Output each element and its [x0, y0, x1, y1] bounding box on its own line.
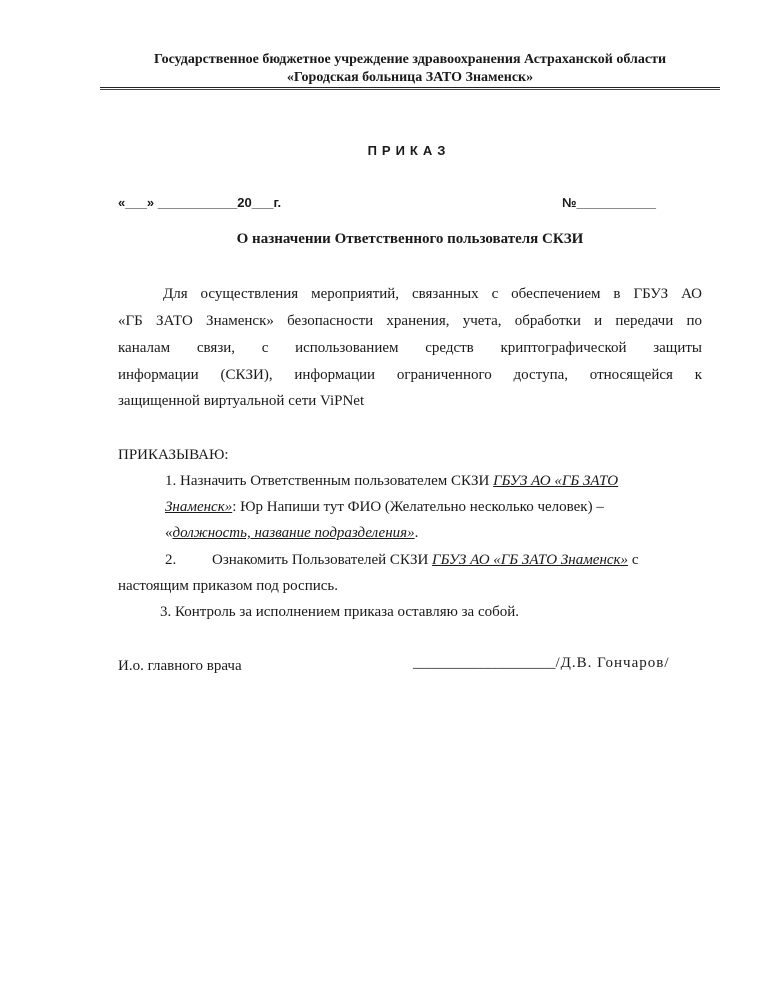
document-title: ПРИКАЗ [367, 143, 451, 158]
order-item-3: 3. Контроль за исполнением приказа оставляю за собой. [160, 604, 520, 620]
signature-blank: ___________________ [413, 655, 556, 671]
item2-number: 2. [165, 552, 177, 568]
signature-line [413, 655, 670, 672]
signatory-role: И.о. главного врача [118, 658, 242, 674]
institution-name-line1: Государственное бюджетное учреждение здравоохранения Астраханской области [153, 52, 667, 67]
institution-name-line2: «Городская больница ЗАТО Знаменск» [286, 70, 534, 85]
header-divider [100, 87, 720, 90]
item2-suffix: с [628, 552, 639, 568]
preamble-line: Для осуществления мероприятий, связанных с обеспечением в ГБУЗ АО [163, 286, 702, 302]
item1-end: . [414, 525, 419, 541]
item1-organization: ГБУЗ АО «ГБ ЗАТО [493, 473, 619, 489]
item2-prefix: Ознакомить Пользователей СКЗИ [212, 552, 433, 568]
date-field: «___» ___________20___г. [118, 195, 282, 210]
order-item-2-line1 [212, 551, 638, 569]
order-word: ПРИКАЗЫВАЮ: [118, 447, 229, 463]
item2-organization: ГБУЗ АО «ГБ ЗАТО Знаменск» [432, 552, 629, 568]
preamble-line: информации (СКЗИ), информации ограниченного доступа, относящейся к [118, 367, 702, 383]
item1-quote-open: « [165, 525, 173, 541]
item1-prefix: 1. Назначить Ответственным пользователем СКЗИ [165, 473, 494, 489]
document-subject: О назначении Ответственного пользователя СКЗИ [236, 231, 584, 247]
item1-organization-cont: Знаменск» [165, 499, 233, 515]
item1-middle: : Юр Напиши тут ФИО (Желательно несколько человек) – [232, 499, 604, 515]
signatory-name: /Д.В. Гончаров/ [555, 655, 670, 671]
preamble-line: защищенной виртуальной сети ViPNet [118, 393, 365, 409]
order-item-1-line1 [165, 472, 618, 490]
item1-position: должность, название подразделения» [172, 525, 415, 541]
order-item-1-line3 [165, 524, 418, 542]
order-item-1-line2 [165, 498, 604, 516]
number-field: №___________ [562, 195, 657, 210]
preamble-line: каналам связи, с использованием средств криптографической защиты [118, 340, 702, 356]
preamble-line: «ГБ ЗАТО Знаменск» безопасности хранения, учета, обработки и передачи по [118, 313, 702, 329]
order-item-2-line2: настоящим приказом под роспись. [118, 578, 339, 594]
